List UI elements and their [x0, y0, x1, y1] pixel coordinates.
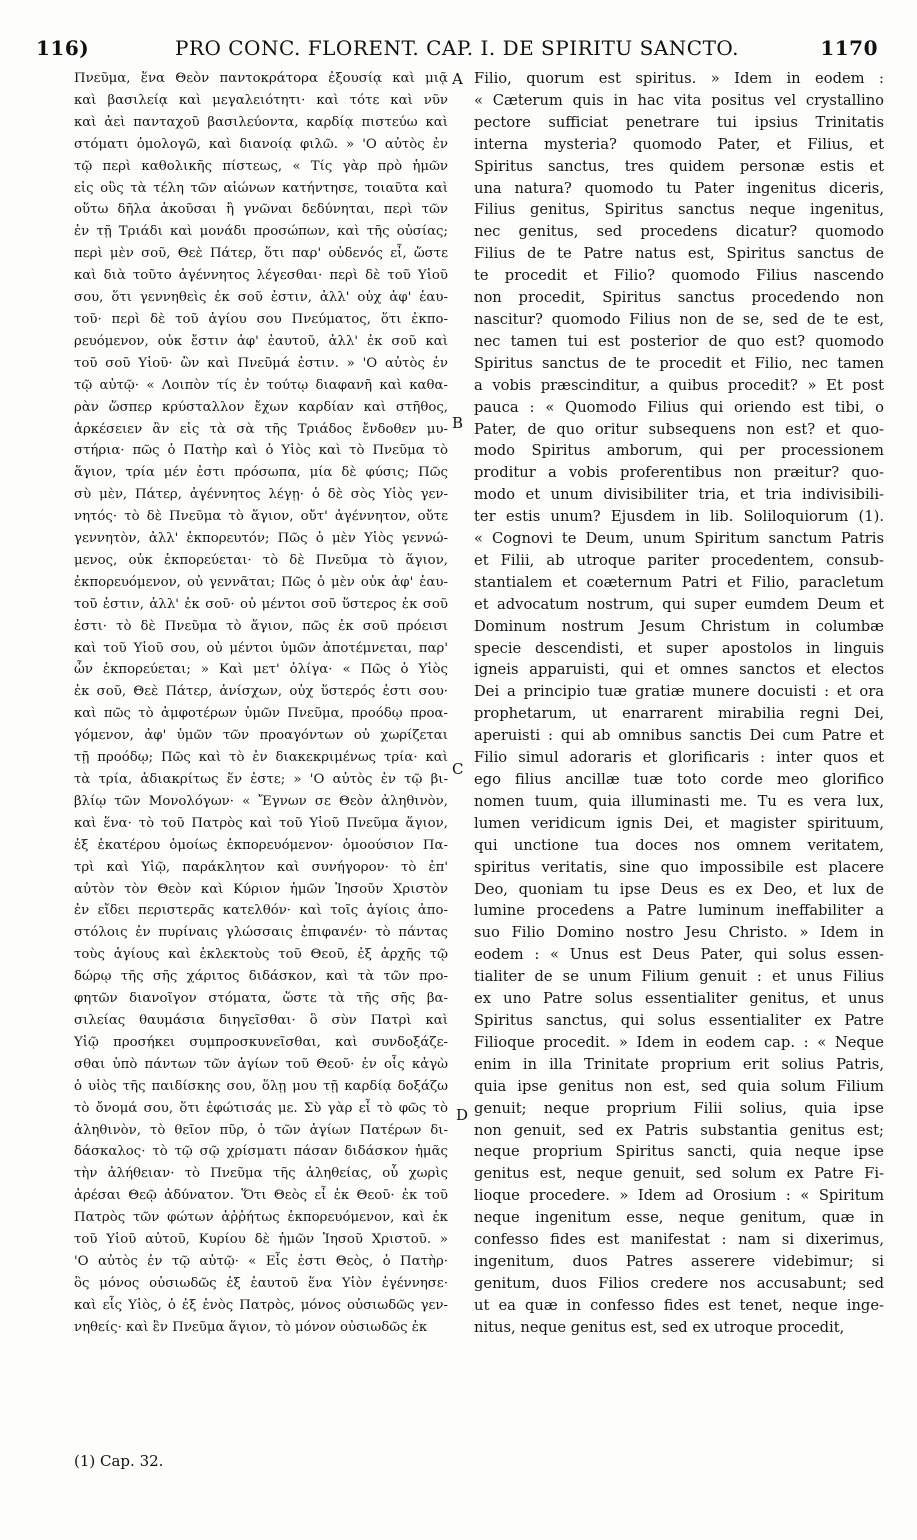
latin-text-line: pauca : « Quomodo Filius qui oriendo est tibi, o: [474, 398, 884, 416]
greek-text-line: τρὶ καὶ Υἱῷ, παράκλητον καὶ συνήγορον· τὸ ἐπ': [74, 859, 448, 875]
latin-text-line: modo Spiritus amborum, qui per processionem: [474, 442, 884, 460]
latin-text-line: eodem : « Unus est Deus Pater, qui solus essen-: [474, 946, 884, 964]
greek-text-line: ἐν τῇ Τριάδι καὶ μονάδι προσώπων, καὶ τῆς οὐσίας;: [74, 224, 448, 240]
greek-text-line: τοῦ· περὶ δὲ τοῦ ἁγίου σου Πνεύματος, ὅτι ἐκπο-: [74, 311, 448, 327]
greek-text-line: ρὰν ὥσπερ κρύσταλλον ἔχων καρδίαν καὶ στῆθος,: [74, 399, 448, 415]
latin-text-line: Deo, quoniam tu ipse Deus es ex Deo, et lux de: [474, 880, 884, 898]
greek-text-line: καὶ βασιλείᾳ καὶ μεγαλειότητι· καὶ τότε καὶ νῦν: [74, 92, 448, 108]
greek-text-line: τοῦ Υἱοῦ αὐτοῦ, Κυρίου δὲ ἡμῶν Ἰησοῦ Χριστοῦ. »: [74, 1232, 448, 1248]
margin-letter-d: D: [456, 1106, 469, 1124]
latin-text-line: « Cognovi te Deum, unum Spiritum sanctum Patris: [474, 530, 884, 548]
latin-text-line: non genuit, sed ex Patris substantia genitus est;: [474, 1121, 884, 1139]
latin-text-line: enim in illa Trinitate proprium erit solius Patris,: [474, 1055, 884, 1073]
greek-text-line: στόλοις ἐν πυρίναις γλώσσαις ἐπιφανέν· τὸ πάντας: [74, 925, 448, 941]
page-number-right: 1170: [820, 36, 878, 60]
greek-text-line: τοὺς ἁγίους καὶ ἐκλεκτοὺς τοῦ Θεοῦ, ἐξ ἀρχῆς τῷ: [74, 947, 448, 963]
greek-column: [74, 68, 448, 1339]
greek-text-line: ἐκπορευόμενον, οὐ γεννᾶται; Πῶς ὁ μὲν οὐκ ἀφ' ἑαυ-: [74, 574, 448, 590]
greek-text-line: ὧν ἐκπορεύεται; » Καὶ μετ' ὀλίγα· « Πῶς ὁ Υἱὸς: [74, 662, 448, 678]
greek-text-line: περὶ μὲν σοῦ, Θεὲ Πάτερ, ὅτι παρ' οὐδενός εἶ, ὥστε: [74, 246, 448, 262]
greek-text-line: ἐξ ἑκατέρου ὁμοίως ἐκπορευόμενον· ὁμοούσιον Πα-: [74, 837, 448, 853]
greek-text-line: Υἱῷ προσήκει συμπροσκυνεῖσθαι, καὶ συνδοξάζε-: [74, 1034, 448, 1050]
greek-text-line: εἰς οὓς τὰ τέλη τῶν αἰώνων κατήντησε, τοιαῦτα καὶ: [74, 180, 448, 196]
greek-text-line: ἀρέσαι Θεῷ ἀδύνατον. Ὅτι Θεὸς εἶ ἐκ Θεοῦ· ἐκ τοῦ: [74, 1188, 448, 1204]
greek-text-line: δάσκαλος· τὸ τῷ σῷ χρίσματι πάσαν διδάσκον ἡμᾶς: [74, 1144, 448, 1160]
greek-text-line: τὰ τρία, ἀδιακρίτως ἕν ἐστε; » 'Ο αὐτὸς ἐν τῷ βι-: [74, 772, 448, 787]
latin-text-line: stantialem et coæternum Patri et Filio, paracletum: [474, 573, 884, 591]
latin-text-line: Dominum nostrum Jesum Christum in columbæ: [474, 617, 884, 635]
latin-text-line: tialiter de se unum Filium genuit : et unus Filius: [474, 968, 884, 986]
margin-letter-a: A: [452, 70, 463, 88]
latin-text-line: nomen tuum, quia illuminasti me. Tu es vera lux,: [474, 792, 884, 810]
greek-text-line: τοῦ σοῦ Υἱοῦ· ὢν καὶ Πνεῦμά ἐστιν. » 'Ο αὐτὸς ἐν: [74, 355, 448, 371]
latin-text-line: lumine procedens a Patre luminum ineffabiliter a: [474, 902, 884, 920]
greek-text-line: μενος, οὐκ ἐκπορεύεται· τὸ δὲ Πνεῦμα τὸ ἅγιον,: [74, 552, 448, 568]
latin-text-line: spiritus veritatis, sine quo impossibile est placere: [474, 858, 884, 876]
greek-text-line: καὶ διὰ τοῦτο ἀγέννητος λέγεσθαι· περὶ δὲ τοῦ Υἱοῦ: [74, 268, 448, 284]
latin-text-line: ego filius ancillæ tuæ toto corde meo glorifico: [474, 771, 884, 788]
greek-text-line: ρευόμενον, οὐκ ἔστιν ἀφ' ἑαυτοῦ, ἀλλ' ἐκ σοῦ καὶ: [74, 333, 448, 349]
margin-letter-b: B: [452, 414, 464, 432]
latin-text-line: lumen veridicum ignis Dei, et magister spirituum,: [474, 814, 884, 832]
latin-column: [474, 68, 884, 1339]
latin-text-line: ut ea quæ in confesso fides est tenet, neque inge-: [474, 1296, 884, 1314]
greek-text-line: ὁ υἱὸς τῆς παιδίσκης σου, ὅλῃ μου τῇ καρδίᾳ δοξάζω: [74, 1078, 448, 1094]
latin-text-line: igneis apparuisti, qui et omnes sanctos et electos: [474, 661, 884, 679]
latin-text-line: genitum, duos Filios credere nos accusabunt; sed: [474, 1274, 884, 1292]
latin-text-line: prophetarum, ut enarrarent mirabilia regni Dei,: [474, 705, 884, 723]
latin-text-line: Filius de te Patre natus est, Spiritus sanctus de: [474, 245, 884, 263]
greek-text-line: γεννητὸν, ἀλλ' ἐκπορευτόν; Πῶς ὁ μὲν Υἱὸς γεννώ-: [74, 531, 448, 547]
latin-text-line: Filioque procedit. » Idem in eodem cap. : « Neque: [474, 1033, 884, 1051]
latin-text-line: aperuisti : qui ab omnibus sanctis Dei cum Patre et: [474, 727, 884, 745]
greek-text-line: καὶ τοῦ Υἱοῦ σου, οὐ μέντοι ὑμῶν ἀποτέμνεται, παρ': [74, 640, 448, 656]
latin-text-line: a vobis præscinditur, a quibus procedit? » Et post: [474, 376, 884, 394]
latin-text-line: pectore sufficiat penetrare tui ipsius Trinitatis: [474, 113, 884, 131]
greek-text-line: αὐτὸν τὸν Θεὸν καὶ Κύριον ἡμῶν Ἰησοῦν Χριστὸν: [74, 881, 448, 897]
greek-text-line: νητός· τὸ δὲ Πνεῦμα τὸ ἅγιον, οὔτ' ἀγέννητον, οὔτε: [74, 509, 448, 525]
latin-text-line: modo et unum divisibiliter tria, et tria indivisibili-: [474, 486, 884, 504]
greek-text-line: στήρια· πῶς ὁ Πατὴρ καὶ ὁ Υἱὸς καὶ τὸ Πνεῦμα τὸ: [74, 443, 448, 459]
greek-text-line: ἐν εἴδει περιστερᾶς κατελθόν· καὶ τοῖς ἁγίοις ἀπο-: [74, 903, 448, 919]
latin-text-line: Filio simul adoraris et glorificaris : inter quos et: [474, 749, 884, 767]
latin-text-line: Filio, quorum est spiritus. » Idem in eodem :: [474, 70, 884, 87]
greek-text-line: σιλείας θαυμάσια διηγεῖσθαι· ὃ σὺν Πατρὶ καὶ: [74, 1012, 448, 1028]
latin-text-line: et Filii, ab utroque pariter procedentem, consub-: [474, 551, 884, 569]
margin-letter-c: C: [452, 760, 464, 778]
latin-text-line: lioque procedere. » Idem ad Orosium : « Spiritum: [474, 1187, 884, 1205]
greek-text-line: τῷ περὶ καθολικῆς πίστεως, « Τίς γὰρ πρὸ ἡμῶν: [74, 158, 448, 174]
latin-text-line: Spiritus sanctus, tres quidem personæ estis et: [474, 157, 884, 175]
greek-text-line: τοῦ ἐστιν, ἀλλ' ἐκ σοῦ· οὐ μέντοι σοῦ ὕστερος ἐκ σοῦ: [74, 596, 448, 612]
greek-text-line: ὃς μόνος οὐσιωδῶς ἐξ ἑαυτοῦ ἕνα Υἱὸν ἐγέννησε·: [74, 1275, 448, 1291]
latin-text-line: suo Filio Domino nostro Jesu Christo. » Idem in: [474, 924, 884, 942]
latin-text-line: interna mysteria? quomodo Pater, et Filius, et: [474, 135, 884, 153]
greek-text-line: τὴν ἀλήθειαν· τὸ Πνεῦμα τῆς ἀληθείας, οὗ χωρὶς: [74, 1166, 448, 1182]
latin-text-line: quia ipse genitus non est, sed quia solum Filium: [474, 1077, 884, 1095]
greek-text-line: τῷ αὐτῷ· « Λοιπὸν τίς ἐν τούτῳ διαφανῆ καὶ καθα-: [74, 377, 448, 393]
greek-text-line: ἐκ σοῦ, Θεὲ Πάτερ, ἀνίσχων, οὐχ ὕστερός ἐστι σου·: [74, 684, 448, 700]
latin-text-line: nec tamen tui est posterior de quo est? quomodo: [474, 332, 884, 350]
latin-text-line: genitus est, neque genuit, sed solum ex Patre Fi-: [474, 1165, 884, 1183]
greek-text-line: ἐστι· τὸ δὲ Πνεῦμα τὸ ἅγιον, πῶς ἐκ σοῦ πρόεισι: [74, 618, 448, 634]
greek-text-line: ἅγιον, τρία μέν ἐστι πρόσωπα, μία δὲ φύσις; Πῶς: [74, 465, 448, 481]
greek-text-line: βλίῳ τῶν Μονολόγων· « Ἔγνων σε Θεὸν ἀληθινὸν,: [74, 793, 448, 809]
latin-text-line: neque ingenitum esse, neque genitum, quæ in: [474, 1209, 884, 1227]
greek-text-line: καὶ ἕνα· τὸ τοῦ Πατρὸς καὶ τοῦ Υἱοῦ Πνεῦμα ἅγιον,: [74, 815, 448, 831]
greek-text-line: τῇ προόδῳ; Πῶς καὶ τὸ ἐν διακεκριμένως τρία· καὶ: [74, 750, 448, 766]
latin-text-line: Pater, de quo oritur subsequens non est? et quo-: [474, 420, 884, 438]
latin-text-line: te procedit et Filio? quomodo Filius nascendo: [474, 267, 884, 285]
latin-text-line: non procedit, Spiritus sanctus procedendo non: [474, 289, 884, 307]
latin-text-line: una natura? quomodo tu Pater ingenitus diceris,: [474, 179, 884, 197]
latin-text-line: specie descendisti, et super apostolos in linguis: [474, 639, 884, 657]
latin-text-line: ter estis unum? Ejusdem in lib. Soliloquiorum (1).: [474, 508, 884, 526]
greek-text-line: σθαι ὑπὸ πάντων τῶν ἁγίων τοῦ Θεοῦ· ἐν οἷς κἀγὼ: [74, 1056, 448, 1072]
latin-text-line: et advocatum nostrum, qui super eumdem Deum et: [474, 595, 884, 613]
greek-text-line: γόμενον, ἀφ' ὑμῶν τῶν προαγόντων οὐ χωρίζεται: [74, 728, 448, 744]
greek-text-line: ἀρκέσειεν ἂν εἰς τὰ σὰ τῆς Τριάδος ἔνδοθεν μυ-: [74, 421, 448, 437]
greek-text-line: σὺ μὲν, Πάτερ, ἀγέννητος λέγῃ· ὁ δὲ σὸς Υἱὸς γεν-: [74, 487, 448, 503]
latin-text-line: proditur a vobis proferentibus non præitur? quo-: [474, 464, 884, 482]
running-title: PRO CONC. FLORENT. CAP. I. DE SPIRITU SANCTO.: [174, 36, 739, 60]
latin-text-line: qui unctione tua doces nos omnem veritatem,: [474, 836, 884, 854]
greek-text-line: καὶ ἀεὶ πανταχοῦ βασιλεύοντα, καρδίᾳ πιστεύω καὶ: [74, 114, 448, 130]
greek-text-line: νηθείς· καὶ ἓν Πνεῦμα ἅγιον, τὸ μόνον οὐσιωδῶς ἐκ: [74, 1319, 428, 1335]
greek-text-line: στόματι ὁμολογῶ, καὶ διανοίᾳ φιλῶ. » 'Ο αὐτὸς ἐν: [74, 136, 448, 152]
latin-text-line: Dei a principio tuæ gratiæ munere docuisti : et ora: [474, 683, 884, 701]
greek-text-line: οὕτω δῆλα ἀκοῦσαι ἢ γνῶναι δεδύνηται, περὶ τῶν: [74, 202, 448, 218]
latin-text-line: ex uno Patre solus essentialiter genitus, et unus: [474, 990, 884, 1008]
greek-text-line: σου, ὅτι γεννηθεὶς ἐκ σοῦ ἐστιν, ἀλλ' οὐχ ἀφ' ἑαυ-: [74, 290, 448, 306]
greek-text-line: φητῶν διανοῖγον στόματα, ὥστε τὰ τῆς σῆς βα-: [74, 991, 448, 1007]
latin-text-line: « Cæterum quis in hac vita positus vel crystallino: [474, 91, 884, 109]
latin-text-line: ingenitum, duos Patres asserere videbimur; si: [474, 1252, 884, 1270]
latin-text-line: Filius genitus, Spiritus sanctus neque ingenitus,: [474, 201, 884, 219]
greek-text-line: δώρῳ τῆς σῆς χάριτος διδάσκον, καὶ τὰ τῶν προ-: [74, 969, 448, 985]
latin-text-line: nitus, neque genitus est, sed ex utroque procedit,: [474, 1318, 845, 1336]
running-header: [36, 30, 878, 66]
greek-text-line: Πατρὸς τῶν φώτων ἀῤῥήτως ἐκπορευόμενον, καὶ ἐκ: [74, 1210, 448, 1226]
latin-text-line: neque proprium Spiritus sancti, quia neque ipse: [474, 1143, 884, 1161]
greek-text-line: καὶ πῶς τὸ ἀμφοτέρων ὑμῶν Πνεῦμα, προόδῳ προα-: [74, 706, 448, 722]
latin-text-line: nascitur? quomodo Filius non de se, sed de te est,: [474, 310, 884, 328]
latin-text-line: Spiritus sanctus, qui solus essentialiter ex Patre: [474, 1011, 884, 1029]
greek-text-line: 'Ο αὐτὸς ἐν τῷ αὐτῷ· « Εἷς ἐστι Θεὸς, ὁ Πατὴρ·: [74, 1253, 448, 1269]
latin-text-line: genuit; neque proprium Filii solius, quia ipse: [474, 1099, 884, 1117]
latin-text-line: nec genitus, sed procedens dicatur? quomodo: [474, 223, 884, 241]
greek-text-line: Πνεῦμα, ἕνα Θεὸν παντοκράτορα ἐξουσίᾳ καὶ μιᾷ: [74, 71, 448, 86]
greek-text-line: ἀληθινὸν, τὸ θεῖον πῦρ, ὁ τῶν ἁγίων Πατέρων δι-: [74, 1122, 448, 1138]
footnote: (1) Cap. 32.: [74, 1452, 164, 1470]
greek-text-line: τὸ ὄνομά σου, ὅτι ἐφώτισάς με. Σὺ γὰρ εἶ τὸ φῶς τὸ: [74, 1100, 448, 1116]
page-number-left: 116): [36, 36, 90, 60]
latin-text-line: confesso fides est manifestat : nam si dixerimus,: [474, 1231, 884, 1249]
greek-text-line: καὶ εἷς Υἱὸς, ὁ ἐξ ἑνὸς Πατρὸς, μόνος οὐσιωδῶς γεν-: [74, 1297, 448, 1313]
latin-text-line: Spiritus sanctus de te procedit et Filio, nec tamen: [474, 354, 884, 372]
